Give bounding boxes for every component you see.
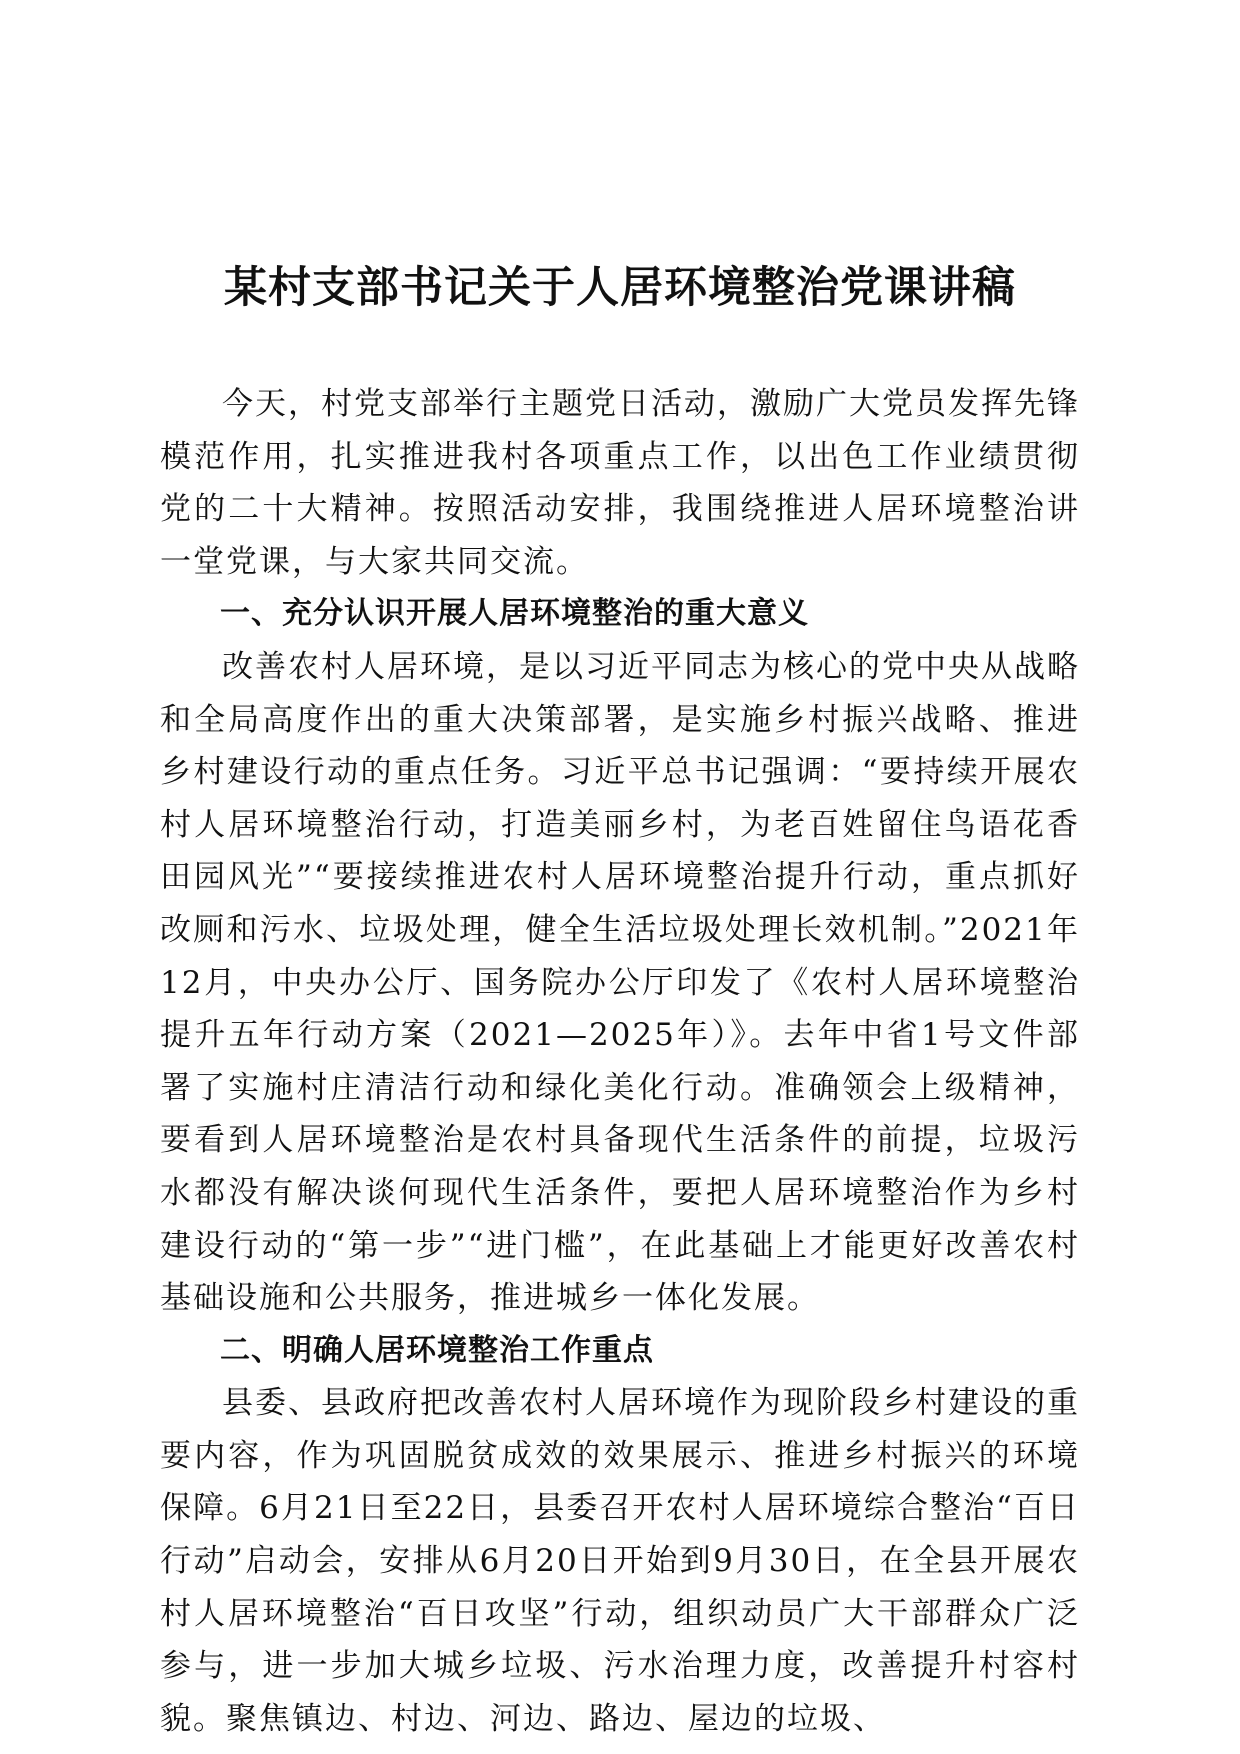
intro-paragraph: 今天，村党支部举行主题党日活动，激励广大党员发挥先锋模范作用，扎实推进我村各项重点工作，以出色工作业绩贯彻党的二十大精神。按照活动安排，我围绕推进人居环境整治讲一堂党课，与大家共同交流。 <box>160 386 1080 580</box>
section-2-heading: 二、明确人居环境整治工作重点 <box>220 1332 654 1368</box>
document-body <box>160 378 1080 1745</box>
section-1-heading: 一、充分认识开展人居环境整治的重大意义 <box>220 596 809 632</box>
section-2-paragraph: 县委、县政府把改善农村人居环境作为现阶段乡村建设的重要内容，作为巩固脱贫成效的效果展示、推进乡村振兴的环境保障。6月21日至22日，县委召开农村人居环境综合整治“百日行动”启动会，安排从6月20日开始到9月30日，在全县开展农村人居环境整治“百日攻坚”行动，组织动员广大干部群众广泛参与，进一步加大城乡垃圾、污水治理力度，改善提升村容村貌。聚焦镇边、村边、河边、路边、屋边的垃圾、 <box>160 1385 1080 1737</box>
document-title: 某村支部书记关于人居环境整治党课讲稿 <box>224 263 1016 313</box>
section-1-paragraph: 改善农村人居环境，是以习近平同志为核心的党中央从战略和全局高度作出的重大决策部署，是实施乡村振兴战略、推进乡村建设行动的重点任务。习近平总书记强调：“要持续开展农村人居环境整治行动，打造美丽乡村，为老百姓留住鸟语花香田园风光”“要接续推进农村人居环境整治提升行动，重点抓好改厕和污水、垃圾处理，健全生活垃圾处理长效机制。”2021年12月，中央办公厅、国务院办公厅印发了《农村人居环境整治提升五年行动方案（2021—2025年）》。去年中省1号文件部署了实施村庄清洁行动和绿化美化行动。准确领会上级精神，要看到人居环境整治是农村具备现代生活条件的前提，垃圾污水都没有解决谈何现代生活条件，要把人居环境整治作为乡村建设行动的“第一步”“进门槛”，在此基础上才能更好改善农村基础设施和公共服务，推进城乡一体化发展。 <box>160 648 1080 1317</box>
